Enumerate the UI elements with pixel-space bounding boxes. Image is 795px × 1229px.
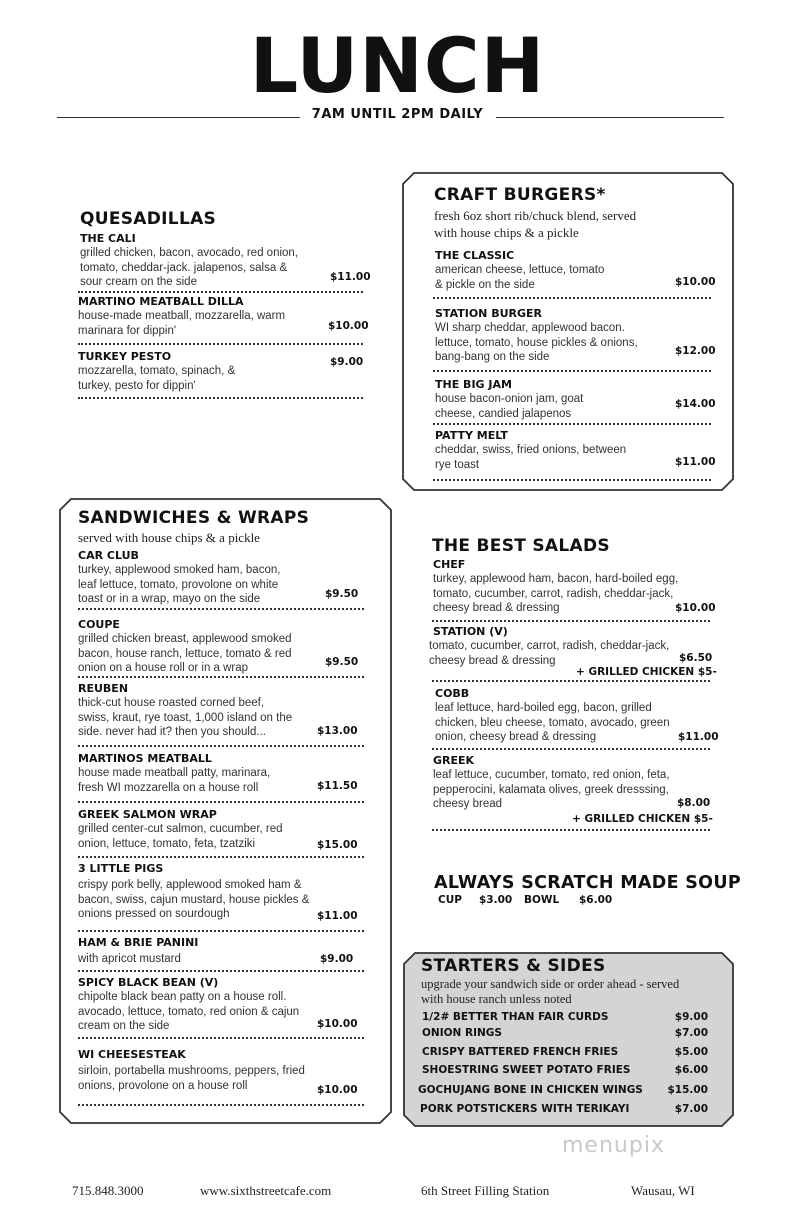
salads-title: THE BEST SALADS	[432, 536, 610, 556]
footer-website[interactable]: www.sixthstreetcafe.com	[200, 1183, 332, 1198]
menu-item: THE BIG JAM house bacon-onion jam, goat cheese, candied jalapenos	[435, 378, 584, 420]
hours-subtitle: 7AM UNTIL 2PM DAILY	[311, 107, 484, 122]
dotted-divider	[78, 397, 363, 399]
burgers-subtitle-line2: with house chips & a pickle	[434, 225, 579, 240]
dotted-divider	[433, 479, 711, 481]
soup-bowl-price: $6.00	[579, 894, 613, 906]
item-price: $14.00	[675, 398, 716, 410]
dotted-divider	[78, 343, 363, 345]
menu-item: STATION (V) tomato, cucumber, carrot, radish, cheddar-jack, cheesy bread & dressing	[429, 625, 670, 667]
starters-title: STARTERS & SIDES	[421, 956, 606, 976]
item-price: $13.00	[317, 725, 358, 737]
starter-item: ONION RINGS $7.00	[422, 1027, 708, 1039]
footer-phone: 715.848.3000	[72, 1183, 144, 1198]
menu-item: GREEK leaf lettuce, cucumber, tomato, red onion, feta, pepperocini, kalamata olives, greek dresssing, cheesy bread	[433, 754, 670, 810]
item-price: $9.50	[325, 588, 359, 600]
item-price: $11.00	[317, 910, 358, 922]
soup-bowl-label: BOWL	[524, 894, 560, 906]
burgers-title: CRAFT BURGERS*	[434, 185, 606, 205]
menu-item: MARTINOS MEATBALL house made meatball patty, marinara, fresh WI mozzarella on a house roll	[78, 752, 271, 794]
addon-grilled-chicken: + GRILLED CHICKEN $5-	[576, 666, 717, 678]
menu-item: GREEK SALMON WRAP grilled center-cut salmon, cucumber, red onion, lettuce, tomato, feta, tzatziki	[78, 808, 283, 850]
sandwiches-title: SANDWICHES & WRAPS	[78, 508, 310, 528]
page-title: LUNCH	[249, 21, 546, 110]
starters-subtitle-line1: upgrade your sandwich side or order ahead - served	[421, 977, 680, 991]
menu-item: THE CALI grilled chicken, bacon, avocado, red onion, tomato, cheddar-jack. jalapenos, salsa & sour cream on the side	[80, 232, 299, 288]
dotted-divider	[78, 970, 364, 972]
dotted-divider	[78, 1104, 364, 1106]
menu-item: PATTY MELT cheddar, swiss, fried onions, between rye toast	[435, 429, 627, 471]
burgers-subtitle-line1: fresh 6oz short rib/chuck blend, served	[434, 208, 637, 223]
dotted-divider	[78, 745, 364, 747]
quesadillas-title: QUESADILLAS	[80, 209, 217, 229]
dotted-divider	[433, 297, 711, 299]
menu-item: SPICY BLACK BEAN (V) chipolte black bean patty on a house roll. avocado, lettuce, tomato, red onion & cajun cream on the side	[78, 976, 300, 1032]
menu-item: COBB leaf lettuce, hard-boiled egg, bacon, grilled chicken, bleu cheese, tomato, avocado, green onion, cheesy bread & dressing	[435, 687, 670, 743]
menu-item: 3 LITTLE PIGS crispy pork belly, applewood smoked ham & bacon, swiss, cajun mustard, house pickles & onions pressed on sourdough	[78, 862, 310, 920]
starters-subtitle-line2: with house ranch unless noted	[421, 992, 572, 1006]
watermark-logo: menupix	[562, 1133, 665, 1158]
soup-cup-label: CUP	[438, 894, 462, 906]
menu-item: CAR CLUB turkey, applewood smoked ham, bacon, leaf lettuce, tomato, provolone on white toast or in a wrap, mayo on the side	[78, 549, 281, 605]
sandwiches-subtitle: served with house chips & a pickle	[78, 530, 260, 545]
starter-item: SHOESTRING SWEET POTATO FRIES $6.00	[422, 1064, 708, 1076]
header-rule-right	[496, 117, 724, 118]
dotted-divider	[78, 291, 363, 293]
dotted-divider	[432, 620, 710, 622]
item-price: $10.00	[328, 320, 369, 332]
dotted-divider	[78, 608, 364, 610]
starter-item: 1/2# BETTER THAN FAIR CURDS $9.00	[422, 1011, 708, 1023]
menu-item: WI CHEESESTEAK sirloin, portabella mushrooms, peppers, fried onions, provolone on a house roll	[78, 1048, 305, 1092]
menu-item: TURKEY PESTO mozzarella, tomato, spinach, & turkey, pesto for dippin'	[78, 350, 236, 392]
footer-business-name: 6th Street Filling Station	[421, 1183, 550, 1198]
dotted-divider	[433, 423, 711, 425]
dotted-divider	[78, 676, 364, 678]
dotted-divider	[433, 370, 711, 372]
soup-title: ALWAYS SCRATCH MADE SOUP	[434, 873, 741, 893]
dotted-divider	[78, 1037, 364, 1039]
starter-item: GOCHUJANG BONE IN CHICKEN WINGS $15.00	[418, 1084, 708, 1096]
item-price: $15.00	[317, 839, 358, 851]
starter-item: PORK POTSTICKERS WITH TERIKAYI $7.00	[420, 1103, 708, 1115]
menu-item: MARTINO MEATBALL DILLA house-made meatball, mozzarella, warm marinara for dippin'	[78, 295, 286, 337]
menu-item: CHEF turkey, applewood ham, bacon, hard-boiled egg, tomato, cucumber, carrot, radish, cheddar-jack, cheesy bread & dressing	[433, 558, 679, 614]
item-price: $10.00	[675, 276, 716, 288]
item-price: $8.00	[677, 797, 711, 809]
item-price: $11.00	[675, 456, 716, 468]
item-price: $12.00	[675, 345, 716, 357]
item-price: $9.50	[325, 656, 359, 668]
soup-cup-price: $3.00	[479, 894, 513, 906]
item-price: $10.00	[675, 602, 716, 614]
item-price: $9.00	[330, 356, 364, 368]
item-price: $11.50	[317, 780, 358, 792]
item-price: $6.50	[679, 652, 713, 664]
dotted-divider	[432, 680, 710, 682]
item-price: $9.00	[320, 953, 354, 965]
dotted-divider	[78, 930, 364, 932]
menu-item: COUPE grilled chicken breast, applewood smoked bacon, house ranch, lettuce, tomato & red onion on a house roll or in a wrap	[78, 618, 292, 674]
dotted-divider	[432, 829, 710, 831]
footer-location: Wausau, WI	[631, 1183, 695, 1198]
dotted-divider	[78, 856, 364, 858]
addon-grilled-chicken: + GRILLED CHICKEN $5-	[572, 813, 713, 825]
starter-item: CRISPY BATTERED FRENCH FRIES $5.00	[422, 1046, 708, 1058]
menu-item: HAM & BRIE PANINI with apricot mustard	[78, 936, 199, 965]
item-price: $11.00	[678, 731, 719, 743]
item-price: $11.00	[330, 271, 371, 283]
dotted-divider	[78, 801, 364, 803]
menu-item: REUBEN thick-cut house roasted corned beef, swiss, kraut, rye toast, 1,000 island on the side. never had it? then you should...	[78, 682, 293, 738]
item-price: $10.00	[317, 1018, 358, 1030]
menu-item: THE CLASSIC american cheese, lettuce, tomato & pickle on the side	[435, 249, 605, 291]
item-price: $10.00	[317, 1084, 358, 1096]
menu-item: STATION BURGER WI sharp cheddar, applewood bacon. lettuce, tomato, house pickles & onions, bang-bang on the side	[435, 307, 638, 363]
dotted-divider	[432, 748, 710, 750]
